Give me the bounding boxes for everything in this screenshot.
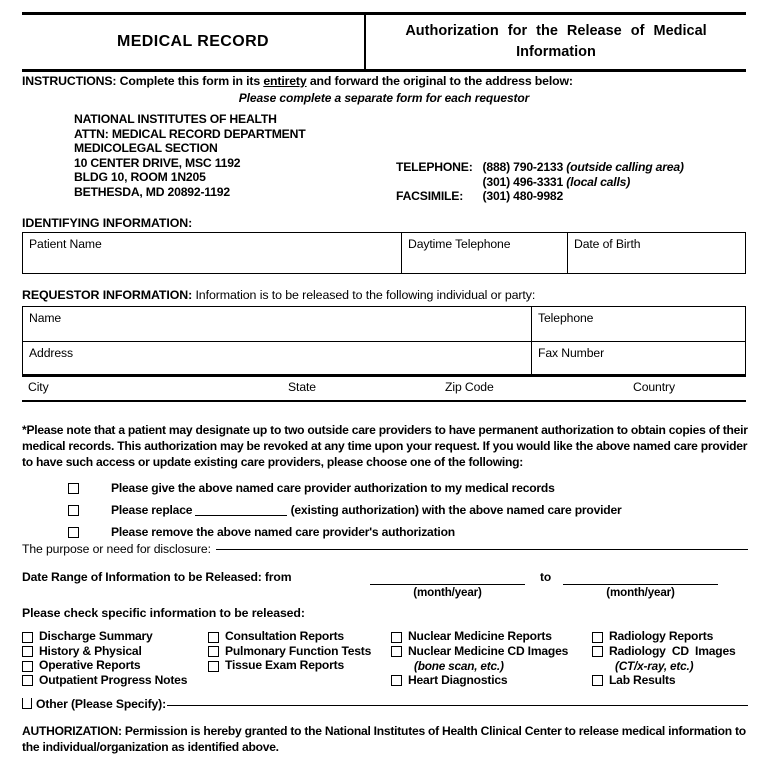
form-header-left-title: MEDICAL RECORD (117, 33, 269, 50)
form-header-right-title (366, 15, 746, 69)
record-type-label: History & Physical (39, 643, 142, 658)
record-type-radiology-cd-images[interactable] (592, 645, 736, 660)
instructions-text-before: Complete this form in its (116, 74, 264, 88)
address-line-4: 10 CENTER DRIVE, MSC 1192 (74, 155, 241, 170)
requestor-fax-field[interactable]: Fax Number (532, 342, 746, 377)
checkbox-icon[interactable] (208, 646, 219, 657)
care-provider-note-paragraph: *Please note that a patient may designate up to two outside care providers to have permanent authorization to obtain copies of their medical records. This authorization may be revoked at any time upon your request. If you would like the above named care provider to have such access or update existing care providers, please choose one of the following: (22, 423, 748, 470)
record-type-radiology-reports[interactable] (592, 630, 736, 645)
purpose-input-line[interactable] (216, 549, 748, 550)
record-type-nuclear-medicine-cd-images[interactable] (391, 645, 568, 660)
record-type-lab-results[interactable] (592, 674, 736, 689)
record-type-nuclear-medicine-reports[interactable] (391, 630, 568, 645)
record-type-operative-reports[interactable] (22, 659, 187, 674)
telephone-label: TELEPHONE: (396, 160, 473, 174)
identifying-information-label: IDENTIFYING INFORMATION: (22, 216, 193, 230)
date-range-to-label: to (540, 570, 552, 584)
requestor-label-rest: Information is to be released to the following individual or party: (192, 288, 536, 302)
telephone-secondary-row (483, 175, 684, 190)
patient-name-field[interactable]: Patient Name (23, 233, 402, 274)
checkbox-icon[interactable] (592, 675, 603, 686)
telephone-label-spacer (396, 175, 483, 190)
requestor-information-table (22, 306, 746, 377)
requestor-label-bold: REQUESTOR INFORMATION: (22, 288, 193, 302)
record-types-column-1 (22, 630, 187, 688)
record-type-discharge-summary[interactable] (22, 630, 187, 645)
record-type-label: Outpatient Progress Notes (39, 672, 188, 687)
record-types-prompt: Please check specific information to be released: (22, 606, 305, 620)
record-type-label: Radiology CD Images (609, 643, 736, 658)
provider-option-give-label: Please give the above named care provider authorization to my medical records (111, 481, 555, 495)
zip-code-field-label[interactable]: Zip Code (445, 380, 494, 394)
record-types-column-2 (208, 630, 371, 674)
checkbox-icon[interactable] (592, 632, 603, 643)
daytime-telephone-field[interactable]: Daytime Telephone (402, 233, 568, 274)
telephone-primary: (888) 790-2133 (482, 160, 564, 174)
checkbox-icon[interactable] (68, 505, 79, 516)
requestor-telephone-field[interactable]: Telephone (532, 307, 746, 342)
state-field-label[interactable]: State (288, 380, 316, 394)
table-row (23, 307, 746, 342)
other-specify-row[interactable] (22, 697, 748, 711)
record-types-column-4 (592, 630, 736, 688)
checkbox-icon[interactable] (68, 527, 79, 538)
provider-option-give[interactable] (68, 479, 758, 497)
purpose-label: The purpose or need for disclosure: (22, 542, 211, 556)
date-range-to-input[interactable] (563, 584, 718, 585)
country-field-label[interactable]: Country (633, 380, 675, 394)
record-type-consultation-reports[interactable] (208, 630, 371, 645)
record-type-label: Tissue Exam Reports (225, 658, 344, 673)
provider-option-remove[interactable] (68, 523, 758, 541)
telephone-primary-note: (outside calling area) (566, 160, 684, 174)
city-state-zip-country-row (22, 374, 746, 402)
provider-option-remove-label: Please remove the above named care provider's authorization (111, 525, 455, 539)
form-header (22, 12, 746, 72)
table-row (23, 233, 746, 274)
purpose-of-disclosure-row (22, 542, 748, 556)
table-row (23, 342, 746, 377)
requestor-information-label (22, 288, 535, 302)
date-range-label: Date Range of Information to be Released: from (22, 570, 292, 584)
checkbox-icon[interactable] (22, 646, 33, 657)
instructions-subnote: Please complete a separate form for each requestor (238, 91, 530, 105)
requestor-address-field[interactable]: Address (23, 342, 532, 377)
authorization-prefix: AUTHORIZATION: (22, 724, 122, 738)
record-type-outpatient-progress-notes[interactable] (22, 674, 187, 689)
record-type-label: Operative Reports (39, 658, 141, 673)
date-range-from-caption: (month/year) (413, 586, 482, 599)
record-type-radiology-cd-sublabel: (CT/x-ray, etc.) (615, 659, 694, 674)
telephone-secondary-note: (local calls) (566, 174, 631, 189)
other-specify-label: Other (Please Specify): (36, 697, 166, 711)
checkbox-icon[interactable] (391, 675, 402, 686)
provider-option-replace-label (111, 503, 622, 517)
provider-option-replace-before: Please replace (111, 503, 196, 517)
facsimile-number: (301) 480-9982 (482, 189, 564, 204)
date-range-to-caption: (month/year) (606, 586, 675, 599)
record-type-label: Discharge Summary (39, 629, 153, 643)
requestor-name-field[interactable]: Name (23, 307, 532, 342)
instructions-emphasis: entirety (263, 74, 307, 88)
instructions-text-after: and forward the original to the address below: (306, 74, 573, 88)
address-line-5: BLDG 10, ROOM 1N205 (74, 170, 206, 185)
provider-option-replace[interactable] (68, 501, 758, 519)
form-title-line-2: Information (516, 44, 596, 60)
record-type-label: Lab Results (609, 672, 676, 687)
record-type-history-physical[interactable] (22, 645, 187, 660)
provider-authorization-options (68, 479, 758, 545)
identifying-information-table (22, 232, 746, 274)
nih-address-block (74, 112, 305, 200)
date-of-birth-field[interactable]: Date of Birth (568, 233, 746, 274)
checkbox-icon[interactable] (391, 646, 402, 657)
contact-block (396, 160, 684, 204)
other-specify-input[interactable] (167, 705, 748, 706)
date-range-from-input[interactable] (370, 584, 525, 585)
address-line-3: MEDICOLEGAL SECTION (74, 141, 218, 156)
address-line-1: NATIONAL INSTITUTES OF HEALTH (74, 112, 277, 126)
checkbox-icon[interactable] (22, 698, 32, 709)
instructions-line (22, 74, 746, 88)
telephone-secondary: (301) 496-3331 (482, 174, 564, 189)
record-type-label: Heart Diagnostics (408, 672, 508, 687)
date-range-row (22, 570, 748, 599)
city-field-label[interactable]: City (28, 380, 49, 394)
checkbox-icon[interactable] (22, 661, 33, 672)
checkbox-icon[interactable] (68, 483, 79, 494)
telephone-primary-row (483, 160, 684, 175)
record-type-heart-diagnostics[interactable] (391, 674, 568, 689)
address-line-2: ATTN: MEDICAL RECORD DEPARTMENT (74, 126, 306, 141)
provider-option-replace-after: (existing authorization) with the above named care provider (287, 503, 622, 517)
checkbox-icon[interactable] (22, 632, 33, 643)
instructions-prefix: INSTRUCTIONS: (22, 74, 117, 88)
record-types-column-3 (391, 630, 568, 688)
authorization-paragraph (22, 723, 748, 756)
facsimile-label: FACSIMILE: (396, 189, 464, 204)
record-type-label: Nuclear Medicine CD Images (408, 643, 569, 658)
record-type-label: Radiology Reports (609, 629, 714, 643)
authorization-text: Permission is hereby granted to the National Institutes of Health Clinical Center to release medical information to the individual/organization as identified above. (22, 724, 746, 755)
record-type-label: Consultation Reports (225, 629, 344, 643)
record-type-nuclear-cd-sublabel: (bone scan, etc.) (414, 659, 504, 674)
address-line-6: BETHESDA, MD 20892-1192 (74, 184, 230, 199)
checkbox-icon[interactable] (22, 675, 33, 686)
existing-authorization-blank[interactable] (195, 515, 287, 516)
record-type-label: Pulmonary Function Tests (225, 643, 372, 658)
record-type-label: Nuclear Medicine Reports (408, 629, 552, 643)
checkbox-icon[interactable] (391, 632, 402, 643)
form-title-line-1: Authorization for the Release of Medical (405, 22, 707, 39)
checkbox-icon[interactable] (592, 646, 603, 657)
record-type-pulmonary-function-tests[interactable] (208, 645, 371, 660)
checkbox-icon[interactable] (208, 632, 219, 643)
checkbox-icon[interactable] (208, 661, 219, 672)
record-type-tissue-exam-reports[interactable] (208, 659, 371, 674)
